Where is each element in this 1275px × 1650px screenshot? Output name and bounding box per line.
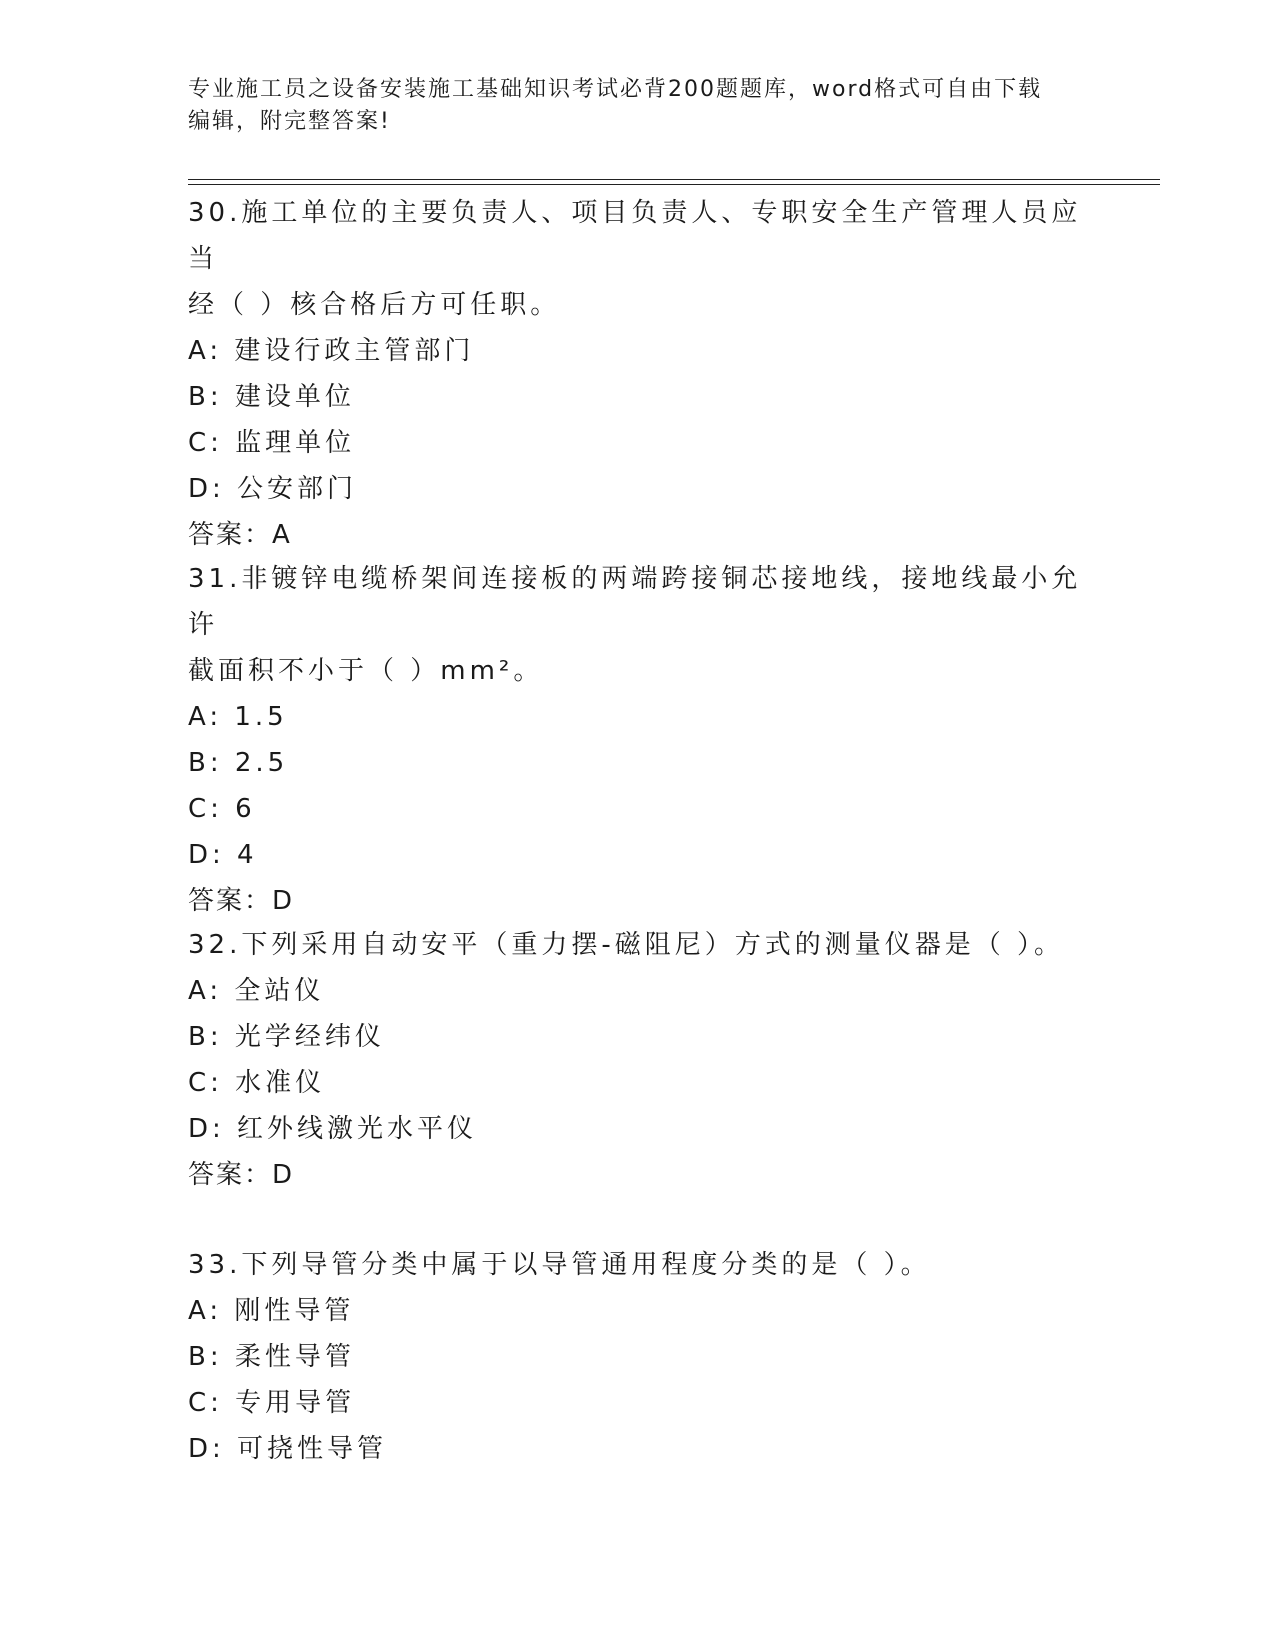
option-c: C: 水准仪 <box>188 1068 326 1098</box>
option-c: C: 监理单位 <box>188 428 356 458</box>
option-b: B: 建设单位 <box>188 382 355 412</box>
option-b: B: 光学经纬仪 <box>188 1022 385 1052</box>
answer: 答案：D <box>188 1160 295 1190</box>
option-c: C: 6 <box>188 794 256 824</box>
option-b: B: 2.5 <box>188 748 289 778</box>
option-a: A: 全站仪 <box>188 976 325 1006</box>
option-d: D: 红外线激光水平仪 <box>188 1114 478 1144</box>
question-30 <box>188 190 1088 558</box>
question-title-line-1: 31.非镀锌电缆桥架间连接板的两端跨接铜芯接地线，接地线最小允许 <box>188 564 1082 640</box>
option-a: A: 建设行政主管部门 <box>188 336 475 366</box>
header-divider-top <box>188 179 1160 180</box>
answer: 答案：D <box>188 886 295 916</box>
answer: 答案：A <box>188 520 292 550</box>
header-line-1: 专业施工员之设备安装施工基础知识考试必背200题题库，word格式可自由下载 <box>188 77 1043 102</box>
question-32 <box>188 922 1088 1198</box>
header-divider-bottom <box>188 184 1160 185</box>
option-d: D: 公安部门 <box>188 474 358 504</box>
question-33 <box>188 1242 1088 1472</box>
question-title-line-1: 30.施工单位的主要负责人、项目负责人、专职安全生产管理人员应当 <box>188 198 1082 274</box>
question-title-line-1: 33.下列导管分类中属于以导管通用程度分类的是（ ）。 <box>188 1250 931 1280</box>
question-title-line-2: 截面积不小于（ ）mm²。 <box>188 656 544 686</box>
option-b: B: 柔性导管 <box>188 1342 355 1372</box>
option-d: D: 可挠性导管 <box>188 1434 388 1464</box>
option-c: C: 专用导管 <box>188 1388 356 1418</box>
document-header <box>188 74 1088 138</box>
header-line-2: 编辑，附完整答案! <box>188 109 391 134</box>
question-31 <box>188 556 1088 924</box>
option-a: A: 1.5 <box>188 702 288 732</box>
option-d: D: 4 <box>188 840 258 870</box>
option-a: A: 刚性导管 <box>188 1296 355 1326</box>
question-title-line-2: 经（ ）核合格后方可任职。 <box>188 290 561 320</box>
question-title-line-1: 32.下列采用自动安平（重力摆-磁阻尼）方式的测量仪器是（ ）。 <box>188 930 1064 960</box>
